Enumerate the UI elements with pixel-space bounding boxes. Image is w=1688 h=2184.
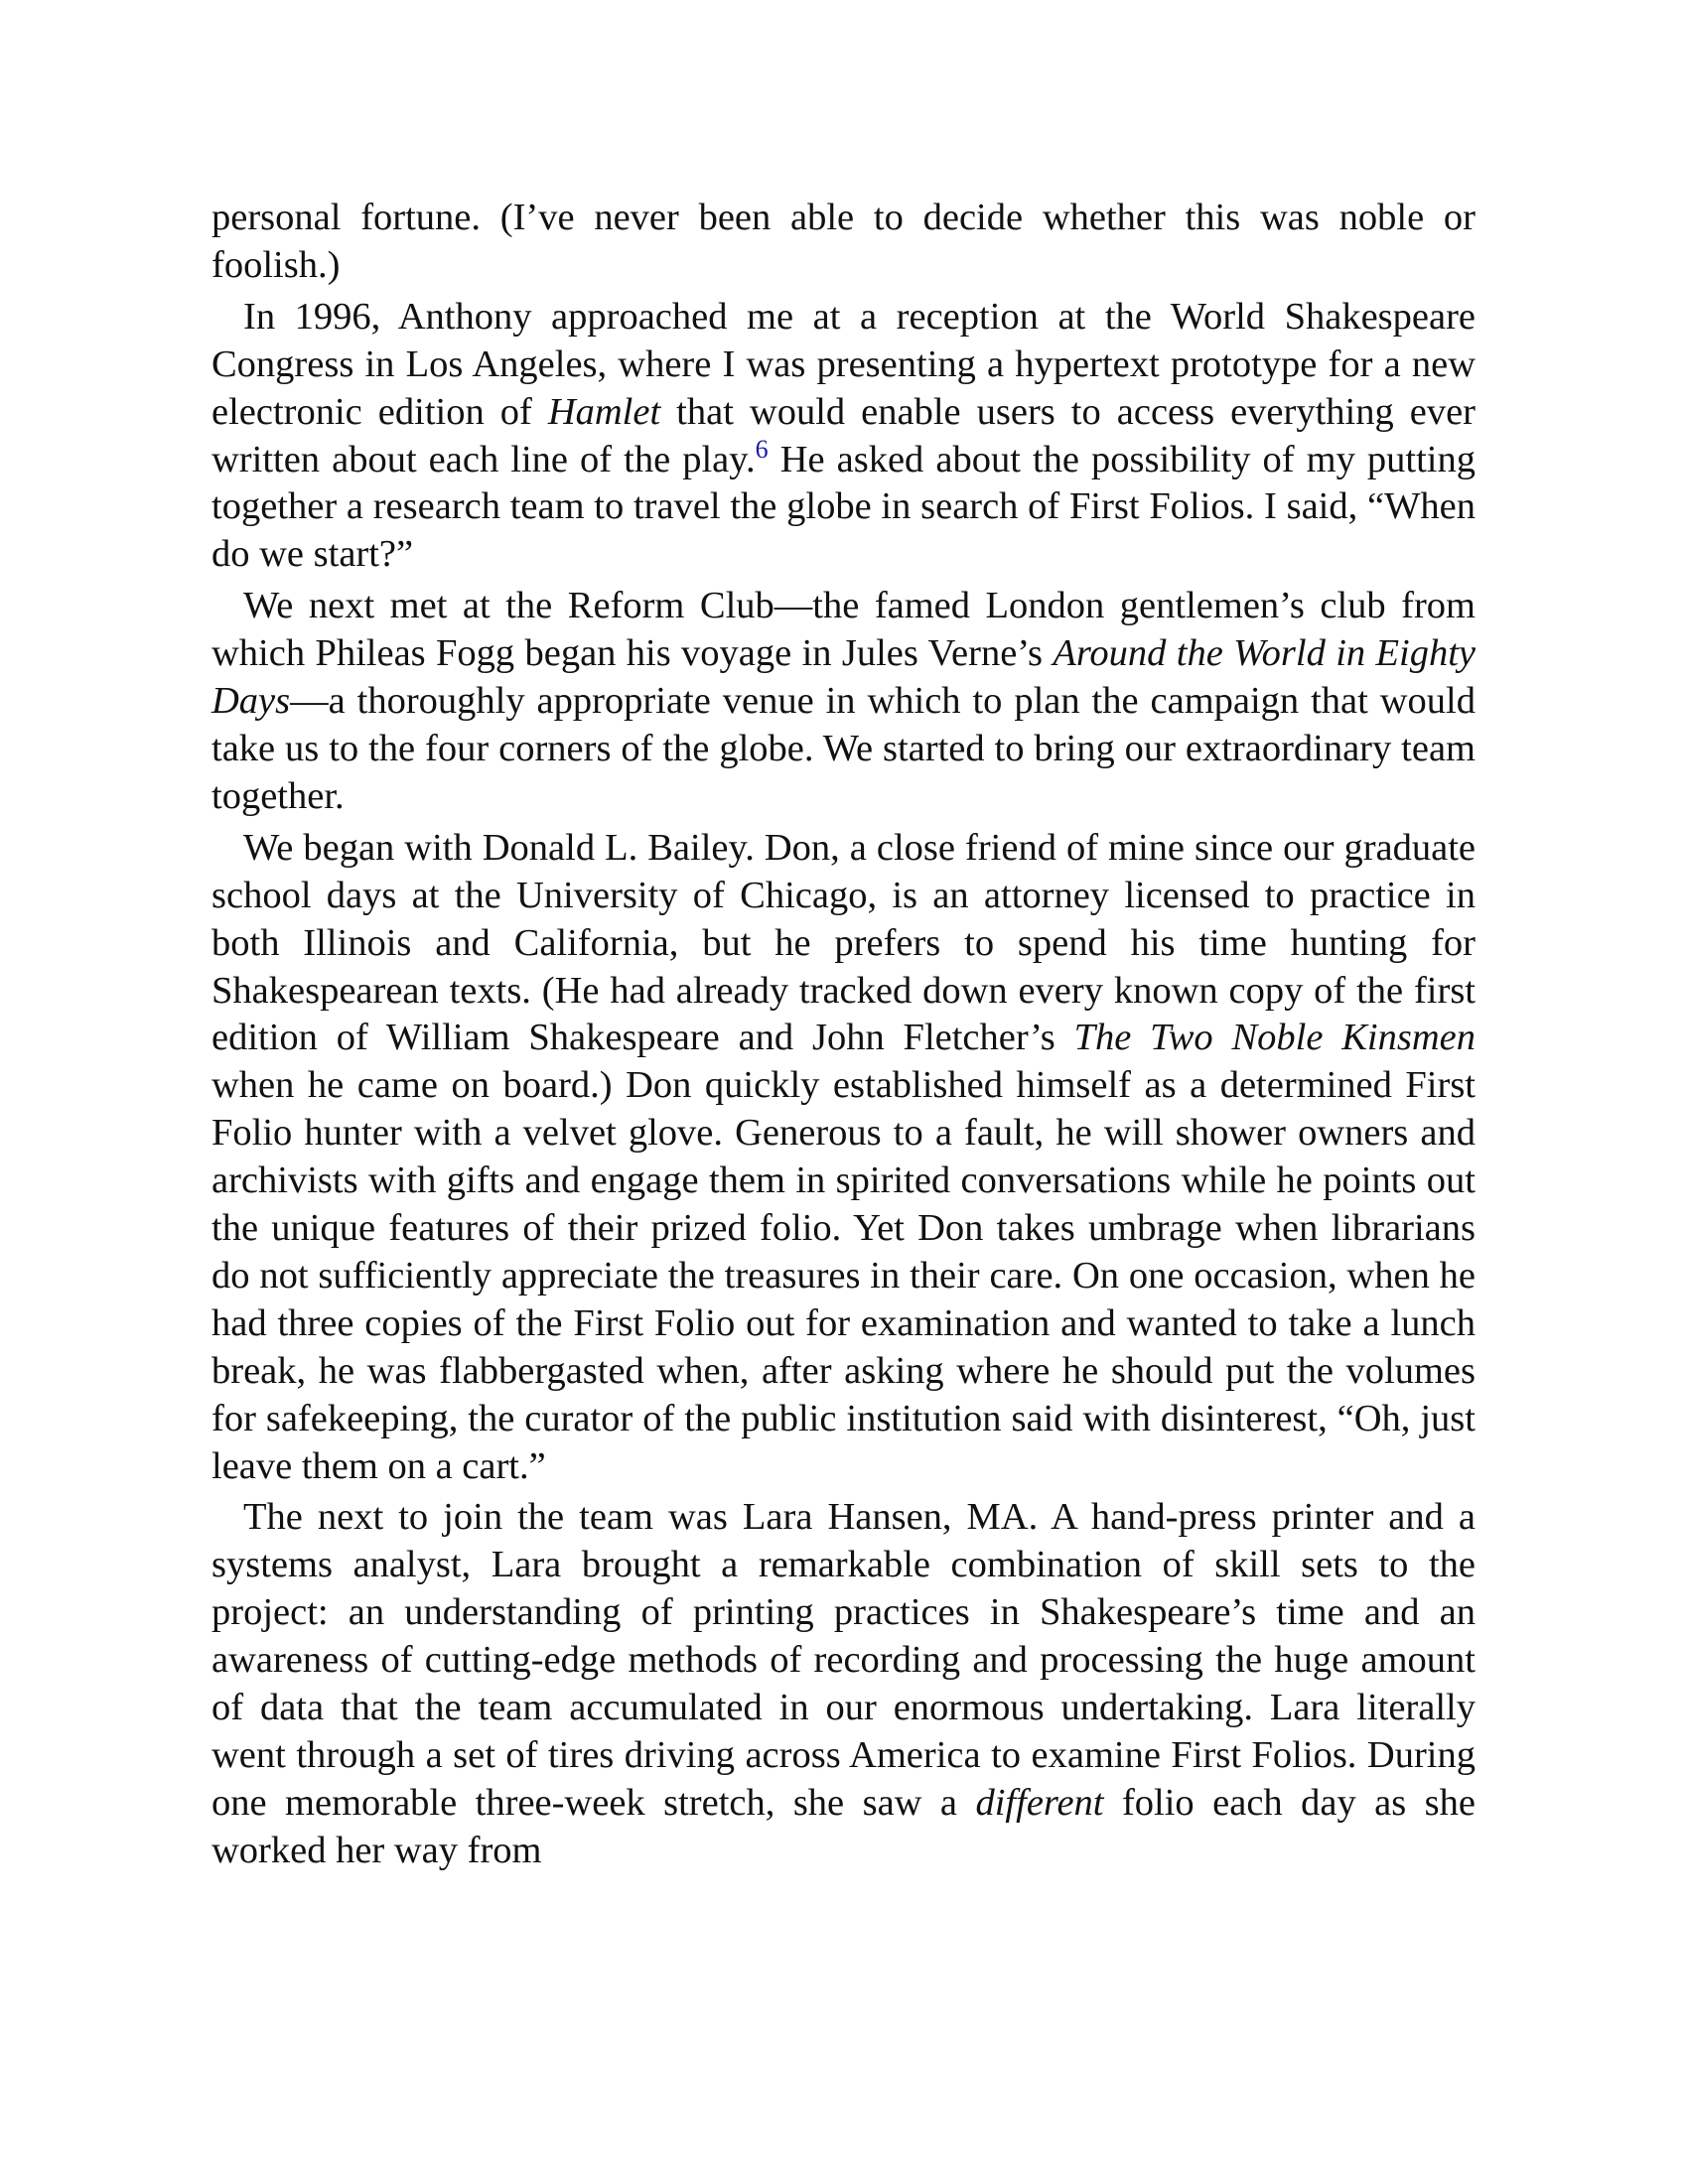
title-two-noble-kinsmen: The Two Noble Kinsmen	[1073, 1017, 1476, 1059]
paragraph-1-text: personal fortune. (I’ve never been able to decide whether this was noble or foolish.)	[211, 197, 1476, 286]
emphasis-different: different	[975, 1781, 1104, 1824]
footnote-reference[interactable]: 6	[755, 434, 769, 464]
title-around-the-world: Around the World in Eighty Days	[211, 632, 1476, 723]
paragraph-2-text-c: He asked about the possibility of my putting together a research team to travel the globe in search of First Folios. I said, “When do we start?”	[211, 438, 1476, 576]
paragraph-5-text-a: The next to join the team was Lara Hansen, MA. A hand-press printer and a systems analyst, Lara brought a remarkable combination of skill sets to the project: an understanding of printing practices in Shakespeare’s time and an awareness of cutting-edge methods of recording and processing the huge amount of data that the team accumulated in our enormous undertaking. Lara literally went through a set of tires driving across America to examine First Folios. During one memorable three-week stretch, she saw a	[211, 1496, 1476, 1824]
paragraph-4	[211, 825, 1476, 1491]
paragraph-3	[211, 583, 1476, 821]
paragraph-4-text-a: We began with Donald L. Bailey. Don, a close friend of mine since our graduate school days at the University of Chicago, is an attorney licensed to practice in both Illinois and California, but he prefers to spend his time hunting for Shakespearean texts. (He had already tracked down every known copy of the first edition of William Shakespeare and John Fletcher’s	[211, 826, 1476, 1059]
paragraph-3-text-a: We next met at the Reform Club—the famed London gentlemen’s club from which Phileas Fogg began his voyage in Jules Verne’s	[211, 585, 1476, 675]
paragraph-2-text-a: In 1996, Anthony approached me at a reception at the World Shakespeare Congress in Los Angeles, where I was presenting a hypertext prototype for a new electronic edition of	[211, 295, 1476, 433]
paragraph-3-text-b: —a thoroughly appropriate venue in which to plan the campaign that would take us to the four corners of the globe. We started to bring our extraordinary team together.	[211, 680, 1476, 817]
paragraph-2-text-b: that would enable users to access everything ever written about each line of the play.	[211, 390, 1476, 480]
paragraph-4-text-b: when he came on board.) Don quickly established himself as a determined First Folio hunter with a velvet glove. Generous to a fault, he will shower owners and archivists with gifts and engage them in spirited conversations while he points out the unique features of their prized folio. Yet Don takes umbrage when librarians do not sufficiently appreciate the treasures in their care. On one occasion, when he had three copies of the First Folio out for examination and wanted to take a lunch break, he was flabbergasted when, after asking where he should put the volumes for safekeeping, the curator of the public institution said with disinterest, “Oh, just leave them on a cart.”	[211, 1064, 1476, 1487]
document-page	[211, 195, 1476, 1879]
paragraph-5-text-b: folio each day as she worked her way from	[211, 1781, 1476, 1871]
paragraph-5	[211, 1494, 1476, 1874]
paragraph-1	[211, 195, 1476, 290]
paragraph-2	[211, 294, 1476, 579]
title-hamlet: Hamlet	[547, 390, 661, 433]
